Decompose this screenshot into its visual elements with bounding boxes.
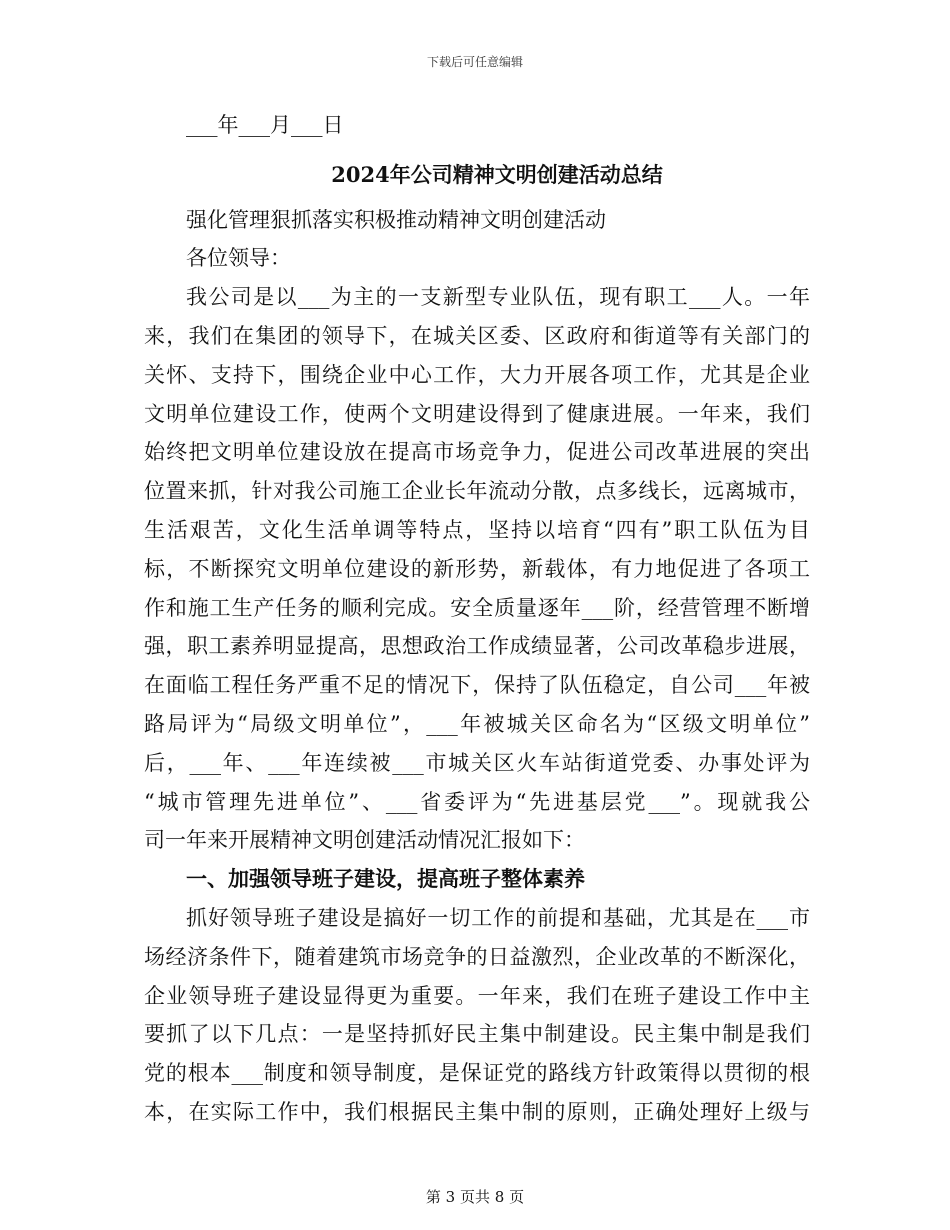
paragraph-line: 关怀、支持下，围绕企业中心工作，大力开展各项工作，尤其是企业 [144,362,810,387]
salutation: 各位领导： [186,246,291,271]
paragraph-line: 抓好领导班子建设是搞好一切工作的前提和基础，尤其是在___市 [186,905,810,930]
paragraph-line: 作和施工生产任务的顺利完成。安全质量逐年___阶，经营管理不断增 [144,595,810,620]
paragraph-line: 位置来抓，针对我公司施工企业长年流动分散，点多线长，远离城市， [144,479,810,504]
paragraph-line: “城市管理先进单位”、___省委评为“先进基层党___”。现就我公 [144,789,810,814]
paragraph-line: 党的根本___制度和领导制度，是保证党的路线方针政策得以贯彻的根 [144,1061,810,1086]
paragraph-line: 文明单位建设工作，使两个文明建设得到了健康进展。一年来，我们 [144,401,810,426]
paragraph-line: 路局评为“局级文明单位”，___年被城关区命名为“区级文明单位” [144,711,810,736]
page-footer: 第 3 页共 8 页 [425,1188,525,1206]
paragraph-line: 场经济条件下，随着建筑市场竞争的日益激烈，企业改革的不断深化， [144,944,810,969]
paragraph-2 [144,899,810,1132]
paragraph-line: 要抓了以下几点：一是坚持抓好民主集中制建设。民主集中制是我们 [144,1022,810,1047]
date-line: ___年___月___日 [186,113,344,137]
paragraph-line: 强，职工素养明显提高，思想政治工作成绩显著，公司改革稳步进展， [144,634,810,659]
paragraph-line: 企业领导班子建设显得更为重要。一年来，我们在班子建设工作中主 [144,983,810,1008]
paragraph-line: 我公司是以___为主的一支新型专业队伍，现有职工___人。一年 [186,285,810,310]
paragraph-line: 后，___年、___年连续被___市城关区火车站街道党委、办事处评为 [144,750,810,775]
paragraph-line: 本，在实际工作中，我们根据民主集中制的原则，正确处理好上级与 [144,1099,810,1124]
paragraph-line: 在面临工程任务严重不足的情况下，保持了队伍稳定，自公司___年被 [144,673,810,698]
subtitle: 强化管理狠抓落实积极推动精神文明创建活动 [186,207,606,232]
paragraph-line: 标，不断探究文明单位建设的新形势，新载体，有力地促进了各项工 [144,556,810,581]
paragraph-line: 司一年来开展精神文明创建活动情况汇报如下： [144,828,585,853]
paragraph-line: 生活艰苦，文化生活单调等特点，坚持以培育“四有”职工队伍为目 [144,517,810,542]
section-heading: 一、加强领导班子建设，提高班子整体素养 [186,866,585,892]
document-body [144,106,810,1132]
page-header: 下载后可任意编辑 [426,55,523,69]
paragraph-line: 来，我们在集团的领导下，在城关区委、区政府和街道等有关部门的 [144,323,810,348]
paragraph-1 [144,278,810,860]
paragraph-line: 始终把文明单位建设放在提高市场竞争力，促进公司改革进展的突出 [144,440,810,465]
document-title: 2024年公司精神文明创建活动总结 [331,161,663,187]
